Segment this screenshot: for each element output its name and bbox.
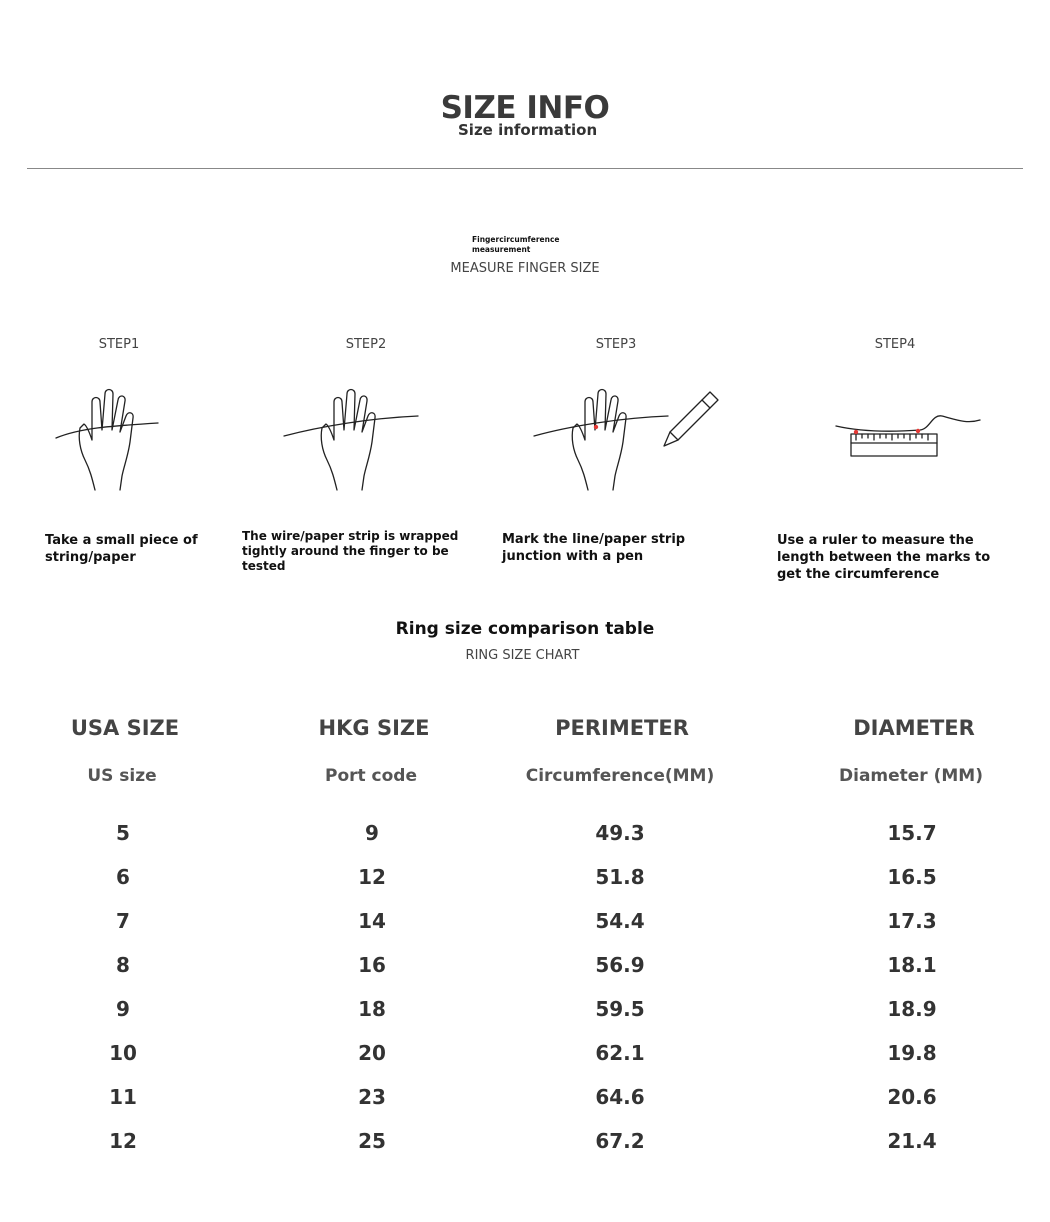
- table-cell: 21.4: [887, 1129, 937, 1153]
- step2-description: The wire/paper strip is wrapped tightly around the finger to be tested: [242, 529, 459, 573]
- col-diameter-header: DIAMETER: [853, 716, 975, 740]
- measure-title: MEASURE FINGER SIZE: [450, 261, 600, 276]
- table-cell: 9: [365, 821, 379, 845]
- table-cell: 20.6: [887, 1085, 937, 1109]
- table-cell: 56.9: [595, 953, 645, 977]
- table-cell: 15.7: [887, 821, 937, 845]
- col-hkg-header: HKG SIZE: [318, 716, 430, 740]
- table-cell: 18: [358, 997, 386, 1021]
- step4-description: Use a ruler to measure the length between the marks to get the circumference: [777, 533, 991, 582]
- table-cell: 8: [116, 953, 130, 977]
- col-usa-header: USA SIZE: [70, 716, 180, 740]
- table-cell: 51.8: [595, 865, 645, 889]
- step1-label: STEP1: [98, 337, 140, 352]
- table-cell: 12: [109, 1129, 137, 1153]
- table-cell: 25: [358, 1129, 386, 1153]
- chart-subtitle: RING SIZE CHART: [465, 648, 580, 663]
- table-cell: 10: [109, 1041, 137, 1065]
- step3-description: Mark the line/paper strip junction with a pen: [502, 532, 686, 564]
- table-cell: 14: [358, 909, 386, 933]
- table-cell: 67.2: [595, 1129, 645, 1153]
- table-cell: 16.5: [887, 865, 937, 889]
- table-cell: 54.4: [595, 909, 645, 933]
- table-cell: 16: [358, 953, 386, 977]
- table-cell: 49.3: [595, 821, 645, 845]
- table-cell: 11: [109, 1085, 137, 1109]
- table-cell: 18.1: [887, 953, 937, 977]
- table-cell: 64.6: [595, 1085, 645, 1109]
- col-usa-subheader: US size: [87, 766, 157, 786]
- table-cell: 62.1: [595, 1041, 645, 1065]
- table-cell: 6: [116, 865, 130, 889]
- table-cell: 19.8: [887, 1041, 937, 1065]
- table-cell: 23: [358, 1085, 386, 1109]
- measure-caption: Fingercircumference measurement: [472, 235, 560, 254]
- step1-description: Take a small piece of string/paper: [45, 533, 198, 565]
- col-hkg-subheader: Port code: [324, 766, 418, 786]
- table-cell: 20: [358, 1041, 386, 1065]
- hand-string-illustration: [50, 380, 175, 500]
- page-subtitle: Size information: [458, 121, 598, 139]
- header-divider: [27, 168, 1023, 169]
- ruler-measure-illustration: [832, 380, 987, 500]
- hand-pen-illustration: [530, 380, 725, 500]
- table-cell: 12: [358, 865, 386, 889]
- table-cell: 18.9: [887, 997, 937, 1021]
- col-perimeter-header: PERIMETER: [555, 716, 689, 740]
- hand-wrapped-illustration: [282, 380, 427, 500]
- step3-label: STEP3: [595, 337, 637, 352]
- step2-label: STEP2: [345, 337, 387, 352]
- step4-label: STEP4: [874, 337, 916, 352]
- table-cell: 9: [116, 997, 130, 1021]
- page-title: SIZE INFO: [440, 90, 610, 126]
- col-perimeter-subheader: Circumference(MM): [525, 766, 715, 786]
- table-cell: 5: [116, 821, 130, 845]
- table-cell: 59.5: [595, 997, 645, 1021]
- table-cell: 17.3: [887, 909, 937, 933]
- col-diameter-subheader: Diameter (MM): [839, 766, 983, 786]
- chart-title: Ring size comparison table: [395, 619, 655, 639]
- table-cell: 7: [116, 909, 130, 933]
